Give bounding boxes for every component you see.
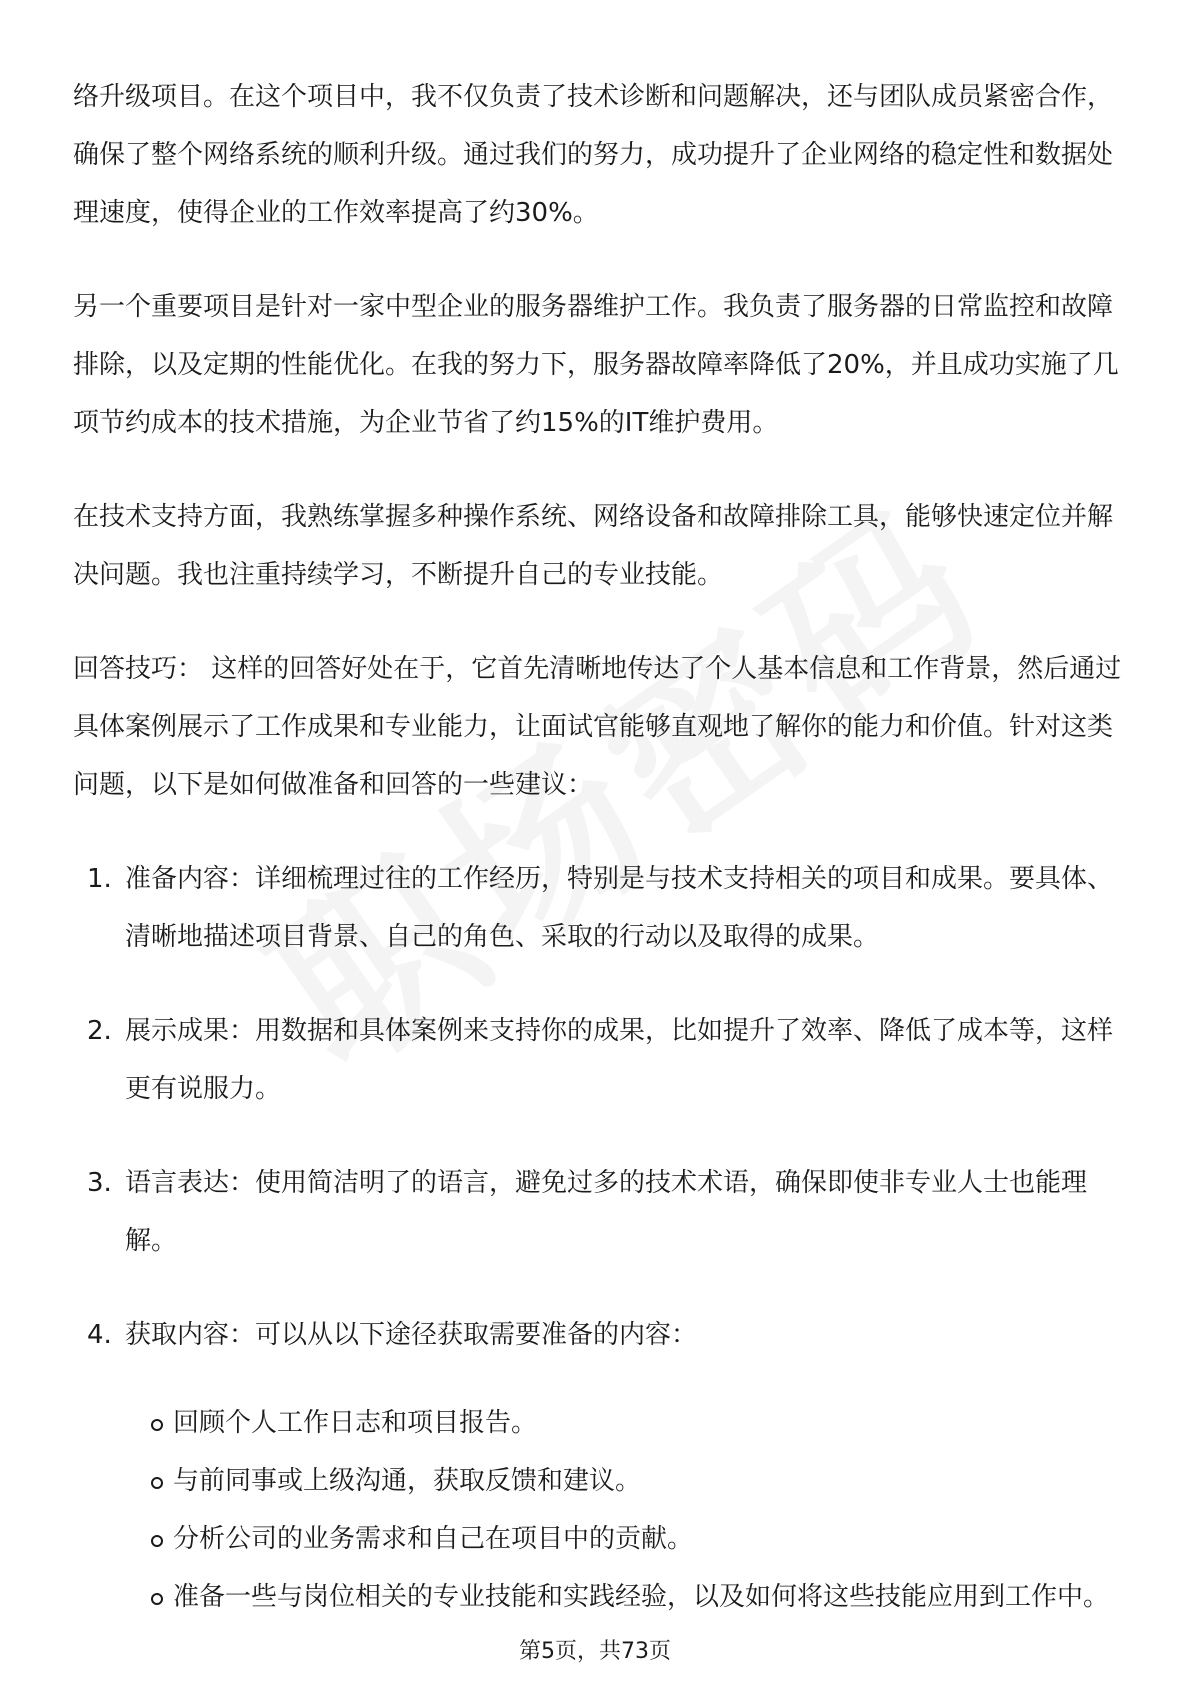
document-body	[73, 68, 1123, 1662]
sub-list-item: 分析公司的业务需求和自己在项目中的贡献。	[125, 1510, 1123, 1568]
list-item-text: 准备内容：详细梳理过往的工作经历，特别是与技术支持相关的项目和成果。要具体、清晰地描述项目背景、自己的角色、采取的行动以及取得的成果。	[125, 864, 1114, 952]
list-item	[73, 1154, 1123, 1270]
paragraph-tech-support: 在技术支持方面，我熟练掌握多种操作系统、网络设备和故障排除工具，能够快速定位并解决问题。我也注重持续学习，不断提升自己的专业技能。	[73, 502, 1114, 590]
list-item-text: 语言表达：使用简洁明了的语言，避免过多的技术术语，确保即使非专业人士也能理解。	[125, 1168, 1088, 1256]
list-item	[73, 1002, 1123, 1118]
list-number: 1.	[87, 864, 112, 894]
list-item	[73, 850, 1123, 966]
list-number: 4.	[87, 1320, 112, 1350]
paragraph-answer-tips: 回答技巧： 这样的回答好处在于，它首先清晰地传达了个人基本信息和工作背景，然后通过具体案例展示了工作成果和专业能力，让面试官能够直观地了解你的能力和价值。针对这类问题，以下是如何做准备和回答的一些建议：	[73, 654, 1122, 800]
sub-list-item: 与前同事或上级沟通，获取反馈和建议。	[125, 1452, 1123, 1510]
list-item-text: 展示成果：用数据和具体案例来支持你的成果，比如提升了效率、降低了成本等，这样更有说服力。	[125, 1016, 1114, 1104]
paragraph-server-maintenance: 另一个重要项目是针对一家中型企业的服务器维护工作。我负责了服务器的日常监控和故障排除，以及定期的性能优化。在我的努力下，服务器故障率降低了20%，并且成功实施了几项节约成本的技术措施，为企业节省了约15%的IT维护费用。	[73, 292, 1119, 438]
sub-list	[125, 1394, 1123, 1626]
sub-list-item: 准备一些与岗位相关的专业技能和实践经验，以及如何将这些技能应用到工作中。	[125, 1568, 1123, 1626]
list-item	[73, 1306, 1123, 1626]
paragraph-network-upgrade: 络升级项目。在这个项目中，我不仅负责了技术诊断和问题解决，还与团队成员紧密合作，确保了整个网络系统的顺利升级。通过我们的努力，成功提升了企业网络的稳定性和数据处理速度，使得企业的工作效率提高了约30%。	[73, 82, 1114, 228]
list-number: 2.	[87, 1016, 112, 1046]
list-item-text: 获取内容：可以从以下途径获取需要准备的内容：	[125, 1320, 698, 1350]
list-number: 3.	[87, 1168, 112, 1198]
sub-list-item: 回顾个人工作日志和项目报告。	[125, 1394, 1123, 1452]
tips-list	[73, 850, 1123, 1626]
page-footer: 第5页，共73页	[519, 1639, 671, 1664]
